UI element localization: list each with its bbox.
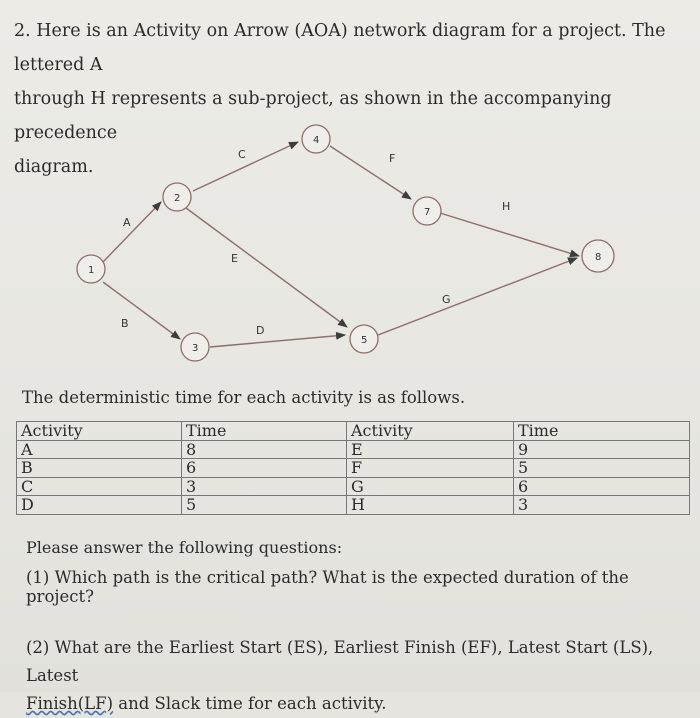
header-time-2: Time bbox=[514, 422, 690, 441]
node-4 bbox=[302, 125, 330, 153]
table-cell: F bbox=[347, 459, 514, 478]
question-line-2: through H represents a sub-project, as shown in the accompanying precedence bbox=[14, 89, 612, 143]
svg-text:8: 8 bbox=[595, 252, 602, 263]
table-row bbox=[17, 496, 690, 515]
question-2 bbox=[26, 634, 686, 718]
table-row bbox=[17, 459, 690, 478]
svg-text:7: 7 bbox=[424, 207, 431, 218]
edge-f bbox=[330, 146, 411, 199]
table-row bbox=[17, 440, 690, 459]
table-cell: 3 bbox=[182, 477, 347, 496]
table-row bbox=[17, 477, 690, 496]
edge-label-b: B bbox=[121, 317, 129, 330]
table-cell: C bbox=[17, 477, 182, 496]
table-cell: A bbox=[17, 440, 182, 459]
edge-label-d: D bbox=[256, 324, 265, 337]
edge-label-h: H bbox=[502, 200, 511, 213]
edge-label-e: E bbox=[231, 252, 238, 265]
question-2-line-1: (2) What are the Earliest Start (ES), Earliest Finish (EF), Latest Start (LS), Latest bbox=[26, 638, 654, 685]
table-cell: 5 bbox=[514, 459, 690, 478]
table-cell: 6 bbox=[182, 459, 347, 478]
edge-g bbox=[378, 258, 577, 335]
table-header-row bbox=[17, 422, 690, 441]
edge-label-c: C bbox=[238, 148, 246, 161]
edge-a bbox=[103, 202, 161, 262]
question-line-1: 2. Here is an Activity on Arrow (AOA) network diagram for a project. The lettered A bbox=[14, 21, 666, 75]
table-cell: 9 bbox=[514, 440, 690, 459]
table-cell: D bbox=[17, 496, 182, 515]
svg-text:1: 1 bbox=[88, 265, 95, 276]
edge-d bbox=[210, 335, 345, 347]
table-cell: 8 bbox=[182, 440, 347, 459]
edge-label-f: F bbox=[389, 152, 396, 165]
node-7 bbox=[413, 197, 441, 225]
svg-text:2: 2 bbox=[174, 193, 181, 204]
table-cell: B bbox=[17, 459, 182, 478]
table-cell: 3 bbox=[514, 496, 690, 515]
edge-label-a: A bbox=[123, 216, 131, 229]
table-cell: G bbox=[347, 477, 514, 496]
header-activity-1: Activity bbox=[17, 422, 182, 441]
svg-text:3: 3 bbox=[192, 343, 199, 354]
svg-text:5: 5 bbox=[361, 335, 368, 346]
intro-text: The deterministic time for each activity is as follows. bbox=[22, 388, 466, 407]
svg-text:4: 4 bbox=[313, 135, 320, 146]
edge-label-g: G bbox=[442, 293, 451, 306]
activity-time-table bbox=[16, 421, 690, 515]
edge-h bbox=[440, 213, 579, 256]
node-1 bbox=[77, 255, 105, 283]
question-2-rest: and Slack time for each activity. bbox=[113, 694, 387, 713]
node-5 bbox=[350, 325, 378, 353]
table-cell: 6 bbox=[514, 477, 690, 496]
question-1: (1) Which path is the critical path? What is the expected duration of the project? bbox=[26, 568, 629, 606]
edge-b bbox=[103, 282, 180, 339]
node-8 bbox=[582, 240, 614, 272]
question-line-3: diagram. bbox=[14, 157, 94, 177]
table-cell: 5 bbox=[182, 496, 347, 515]
instructions-text: Please answer the following questions: bbox=[26, 538, 343, 557]
table-cell: E bbox=[347, 440, 514, 459]
question-2-line-2 bbox=[26, 690, 686, 718]
question-2-term: Finish(LF) bbox=[26, 694, 114, 713]
node-3 bbox=[181, 333, 209, 361]
header-activity-2: Activity bbox=[347, 422, 514, 441]
edge-e bbox=[186, 208, 347, 327]
header-time-1: Time bbox=[182, 422, 347, 441]
table-cell: H bbox=[347, 496, 514, 515]
node-2 bbox=[163, 183, 191, 211]
